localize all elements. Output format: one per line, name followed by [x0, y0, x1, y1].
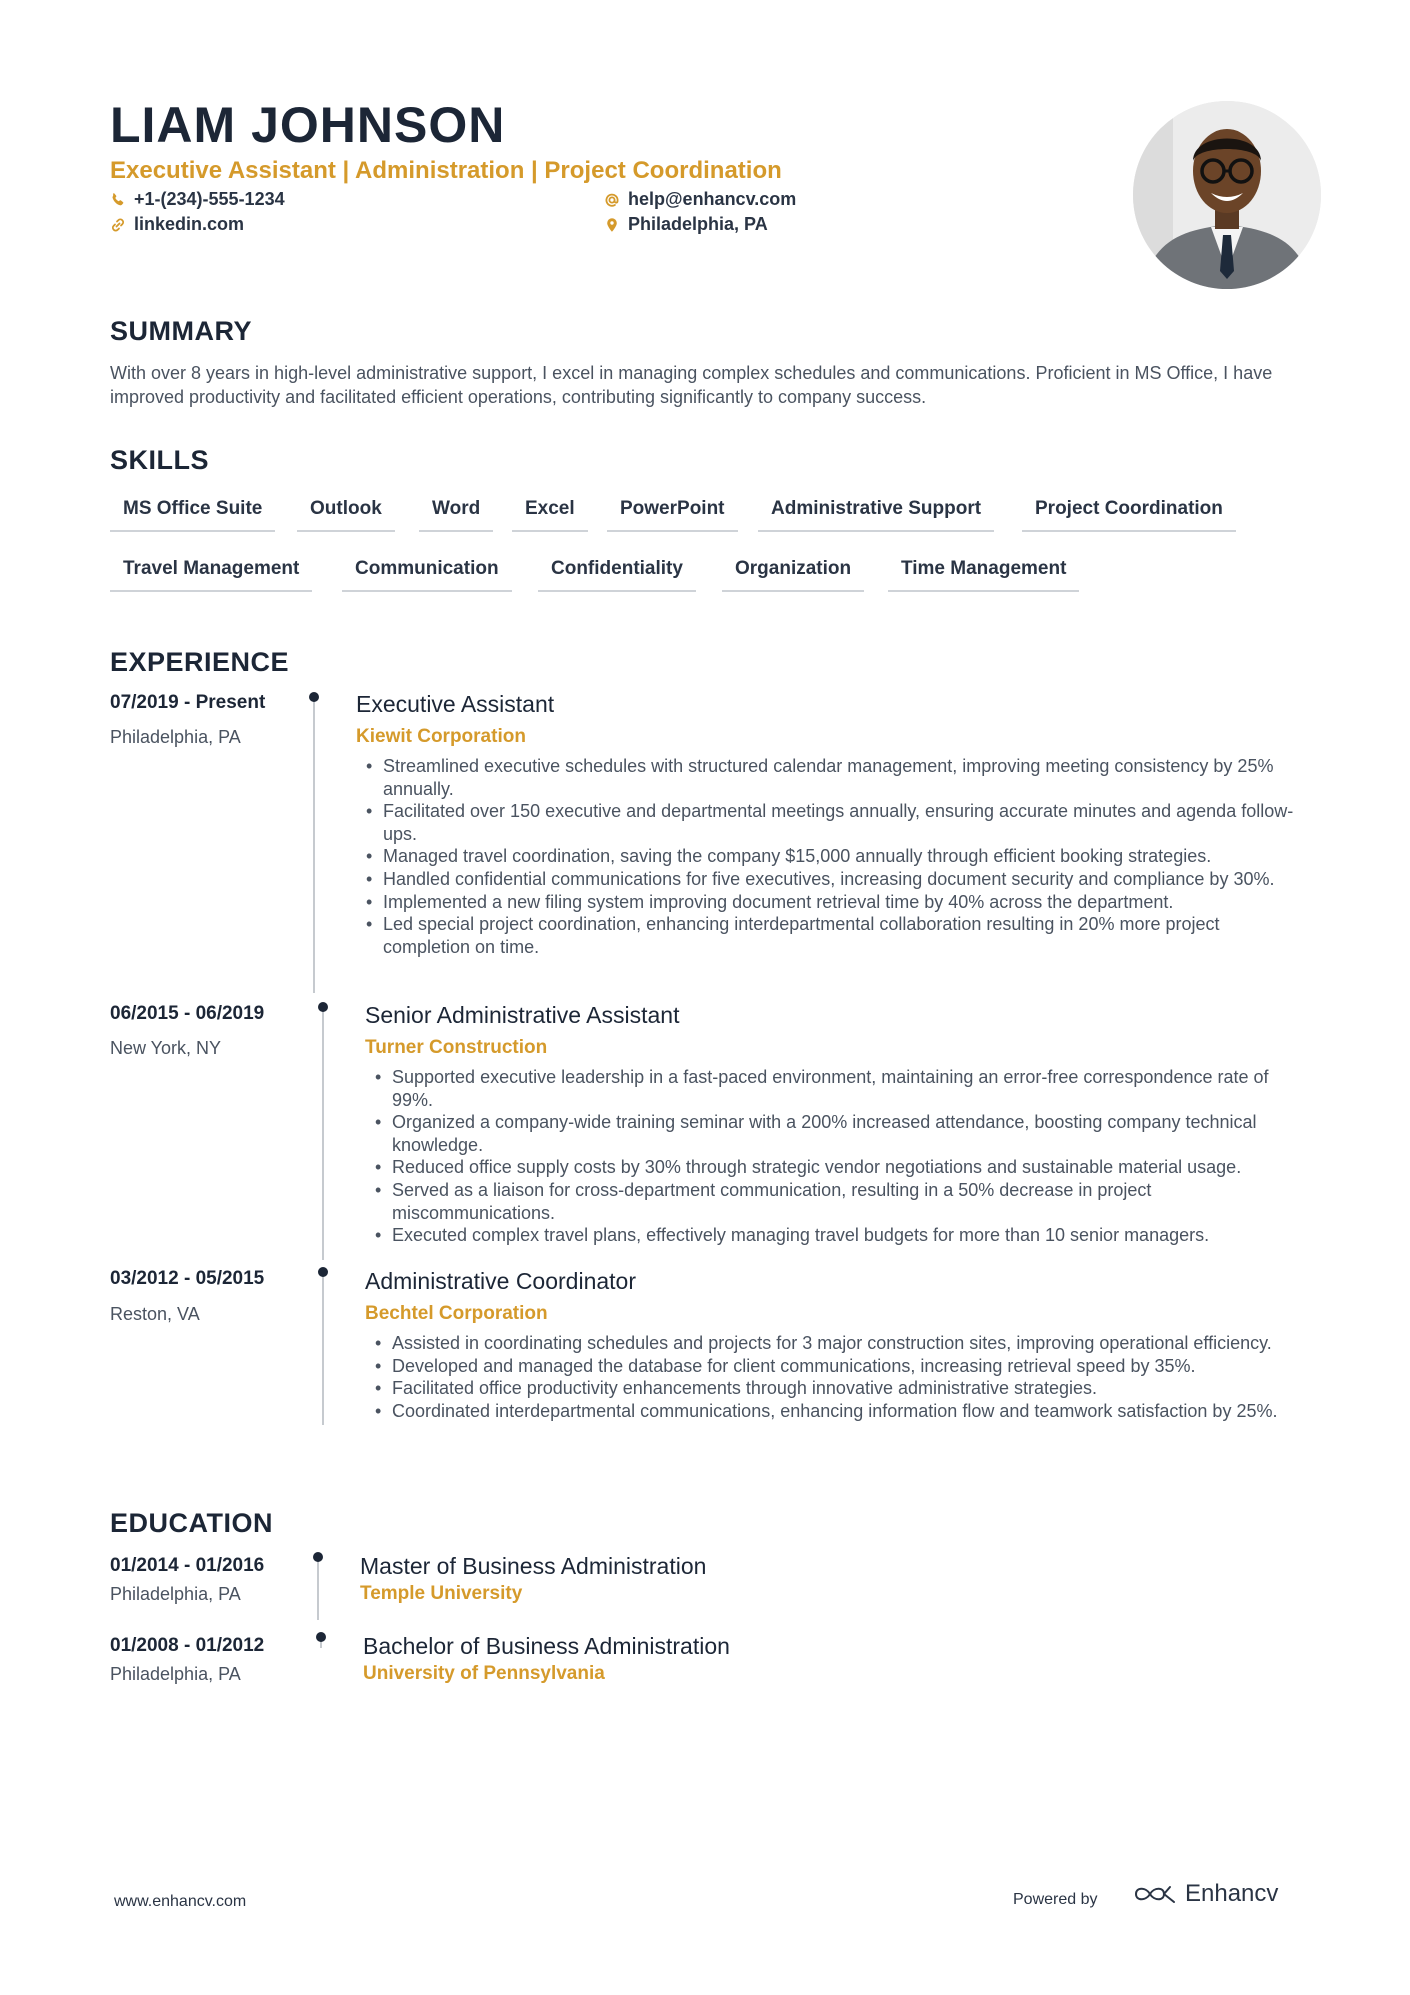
list-item: • Handled confidential communications for five executives, increasing document security and compliance by 30%. [362, 868, 1302, 891]
linkedin-text[interactable]: linkedin.com [134, 214, 245, 234]
job-role: Senior Administrative Assistant [365, 1002, 680, 1028]
list-item: • Reduced office supply costs by 30% through strategic vendor negotiations and sustainable material usage. [371, 1156, 1311, 1179]
education-location: Philadelphia, PA [110, 1664, 241, 1684]
skill-tag: Communication [342, 558, 512, 592]
timeline-line [322, 1275, 324, 1425]
skill-tag: Outlook [297, 498, 395, 532]
job-role: Administrative Coordinator [365, 1268, 637, 1294]
list-item: • Executed complex travel plans, effectively managing travel budgets for more than 10 senior managers. [371, 1224, 1311, 1247]
skill-tag: Time Management [888, 558, 1079, 592]
education-degree: Master of Business Administration [360, 1553, 707, 1579]
avatar-icon [1133, 101, 1321, 289]
list-item: • Led special project coordination, enhancing interdepartmental collaboration resulting in 20% more project completion on time. [362, 913, 1302, 958]
contact-location [604, 214, 768, 235]
skill-tag: PowerPoint [607, 498, 738, 532]
list-item: • Assisted in coordinating schedules and projects for 3 major construction sites, improving operational efficiency. [371, 1332, 1311, 1355]
education-dates: 01/2014 - 01/2016 [110, 1555, 265, 1576]
contact-phone [110, 189, 285, 210]
summary-text: With over 8 years in high-level administrative support, I excel in managing complex schedules and communications. Proficient in MS Office, I have improved productivity and facilitated efficient operations, contributing significantly to company success. [110, 363, 1273, 407]
link-icon [110, 217, 126, 233]
timeline-line [322, 1010, 324, 1260]
education-school: University of Pennsylvania [363, 1663, 605, 1684]
skill-tag: Excel [512, 498, 588, 532]
job-dates: 06/2015 - 06/2019 [110, 1003, 265, 1024]
list-item: • Served as a liaison for cross-department communication, resulting in a 50% decrease in project miscommunications. [371, 1179, 1311, 1224]
skill-tag: MS Office Suite [110, 498, 275, 532]
at-icon [604, 192, 620, 208]
candidate-headline: Executive Assistant | Administration | Project Coordination [110, 157, 782, 184]
job-location: New York, NY [110, 1038, 222, 1058]
phone-icon [110, 192, 126, 208]
job-company: Bechtel Corporation [365, 1303, 548, 1324]
location-pin-icon [604, 217, 620, 233]
summary-heading: SUMMARY [110, 316, 252, 346]
skill-tag: Confidentiality [538, 558, 696, 592]
timeline-line [313, 700, 315, 993]
profile-photo [1133, 101, 1321, 289]
list-item: • Developed and managed the database for client communications, increasing retrieval speed by 35%. [371, 1355, 1311, 1378]
list-item: • Supported executive leadership in a fast-paced environment, maintaining an error-free correspondence rate of 99%. [371, 1066, 1311, 1111]
education-location: Philadelphia, PA [110, 1584, 241, 1604]
education-dates: 01/2008 - 01/2012 [110, 1635, 265, 1656]
job-bullets [362, 755, 1302, 958]
timeline-dot [313, 1552, 323, 1562]
list-item: • Facilitated office productivity enhancements through innovative administrative strategies. [371, 1377, 1311, 1400]
job-role: Executive Assistant [356, 691, 555, 717]
footer-powered-by: Powered by [1013, 1891, 1098, 1908]
list-item: • Managed travel coordination, saving the company $15,000 annually through efficient booking strategies. [362, 845, 1302, 868]
footer-brand-name: Enhancv [1185, 1880, 1279, 1907]
job-bullets [371, 1332, 1311, 1422]
skill-tag: Word [419, 498, 493, 532]
footer-website[interactable]: www.enhancv.com [114, 1893, 247, 1910]
job-location: Philadelphia, PA [110, 727, 241, 747]
list-item: • Facilitated over 150 executive and departmental meetings annually, ensuring accurate minutes and agenda follow-ups. [362, 800, 1302, 845]
list-item: • Organized a company-wide training seminar with a 200% increased attendance, boosting company technical knowledge. [371, 1111, 1311, 1156]
job-dates: 07/2019 - Present [110, 692, 266, 713]
list-item: • Coordinated interdepartmental communications, enhancing information flow and teamwork satisfaction by 25%. [371, 1400, 1311, 1423]
timeline-line [317, 1560, 319, 1620]
contact-email[interactable] [604, 189, 796, 210]
timeline-dot [318, 1267, 328, 1277]
education-heading: EDUCATION [110, 1508, 273, 1538]
job-company: Turner Construction [365, 1037, 548, 1058]
skill-tag: Organization [722, 558, 864, 592]
job-location: Reston, VA [110, 1304, 200, 1324]
education-school: Temple University [360, 1583, 523, 1604]
timeline-dot [318, 1002, 328, 1012]
timeline-dot [316, 1632, 326, 1642]
experience-heading: EXPERIENCE [110, 647, 290, 677]
phone-text: +1-(234)-555-1234 [134, 189, 285, 209]
education-degree: Bachelor of Business Administration [363, 1633, 730, 1659]
list-item: • Implemented a new filing system improving document retrieval time by 40% across the department. [362, 891, 1302, 914]
timeline-dot [309, 692, 319, 702]
location-text: Philadelphia, PA [628, 214, 768, 234]
list-item: • Streamlined executive schedules with structured calendar management, improving meeting consistency by 25% annually. [362, 755, 1302, 800]
skill-tag: Travel Management [110, 558, 312, 592]
candidate-name: LIAM JOHNSON [110, 97, 506, 153]
contact-linkedin[interactable] [110, 214, 244, 235]
footer-brand-logo[interactable] [1133, 1880, 1278, 1908]
job-company: Kiewit Corporation [356, 726, 526, 747]
email-text[interactable]: help@enhancv.com [628, 189, 797, 209]
skill-tag: Project Coordination [1022, 498, 1236, 532]
job-dates: 03/2012 - 05/2015 [110, 1268, 265, 1289]
skills-heading: SKILLS [110, 445, 210, 475]
skill-tag: Administrative Support [758, 498, 994, 532]
enhancv-logo-icon [1133, 1882, 1177, 1906]
job-bullets [371, 1066, 1311, 1247]
